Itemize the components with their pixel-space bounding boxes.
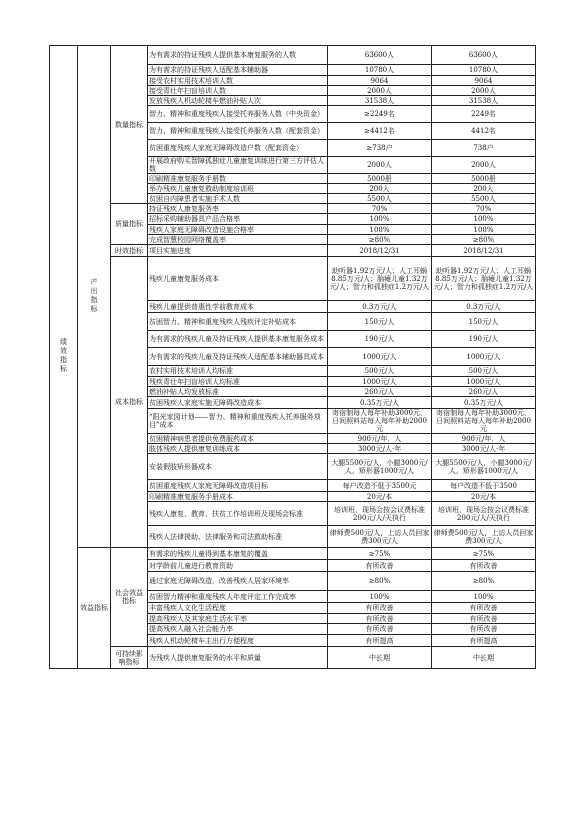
table-row bbox=[50, 245, 536, 257]
benefit-indicator-header bbox=[78, 548, 111, 669]
timeliness-category-label: 时效指标 bbox=[115, 246, 143, 255]
target-value: 2000人 bbox=[328, 157, 432, 174]
actual-value: 有所改善 bbox=[432, 614, 536, 624]
indicator-name: 对学龄前儿童进行教育资助 bbox=[148, 560, 328, 572]
target-value: 3000元/人·年 bbox=[328, 444, 432, 454]
target-value: 0.35万元/人 bbox=[328, 397, 432, 409]
indicator-name: “阳光家园计划——智力、精神和重度残疾人托养服务项目”成本 bbox=[148, 409, 328, 434]
actual-value: 3000元/人·年 bbox=[432, 444, 536, 454]
target-value: 有所改善 bbox=[328, 624, 432, 635]
indicator-name: 残疾人法律援助、法律服务和司法救助标准 bbox=[148, 526, 328, 548]
actual-value: 1000元/人 bbox=[432, 377, 536, 387]
indicator-name: 残疾青壮年扫盲培训人均标准 bbox=[148, 377, 328, 387]
actual-value: 100% bbox=[432, 591, 536, 603]
target-value: 寄宿制每人每年补助3000元、日间照料站每人每年补助2000元 bbox=[328, 409, 432, 434]
target-value: 有所改善 bbox=[328, 614, 432, 624]
target-value: 有所改善 bbox=[328, 603, 432, 614]
target-value: 2018/12/31 bbox=[328, 245, 432, 257]
actual-value: 1000元/人 bbox=[432, 348, 536, 366]
indicator-name: 为有需求的残疾儿童及持证残疾人提供基本康复服务成本 bbox=[148, 331, 328, 348]
cost-category-label: 成本指标 bbox=[115, 398, 143, 406]
indicator-name: 肢体残疾人提供康复训练成本 bbox=[148, 444, 328, 454]
target-value: ≥80% bbox=[328, 572, 432, 591]
indicator-name: 印刷精准康复服务手册数 bbox=[148, 174, 328, 184]
sustain-category-label: 可持续影响指标 bbox=[115, 649, 143, 666]
actual-value: 有所改善 bbox=[432, 603, 536, 614]
actual-value: 0.35万元/人 bbox=[432, 397, 536, 409]
actual-value: 738户 bbox=[432, 140, 536, 157]
actual-value: 63600人 bbox=[432, 46, 536, 65]
actual-value: 寄宿制每人每年补助3000元、日间照料站每人每年补助2000元 bbox=[432, 409, 536, 434]
target-value: 1000元/人 bbox=[328, 377, 432, 387]
target-value: 培训班、现场会按会议费标准200元/人/天执行 bbox=[328, 502, 432, 526]
quantity-category bbox=[111, 46, 148, 204]
actual-value: 培训班、现场会按会议费标准200元/人/天执行 bbox=[432, 502, 536, 526]
actual-value: 0.3万元/人 bbox=[432, 301, 536, 313]
indicator-name: 接受青壮年扫盲培训人数 bbox=[148, 86, 328, 96]
indicator-name: 丰富残疾人文化生活程度 bbox=[148, 603, 328, 614]
actual-value: 4412名 bbox=[432, 123, 536, 140]
indicator-name: 智力、精神和重度残疾人接受托养服务人数（配套资金） bbox=[148, 123, 328, 140]
target-value: 中长期 bbox=[328, 647, 432, 669]
target-value: 10780人 bbox=[328, 65, 432, 76]
target-value: 有所改善 bbox=[328, 560, 432, 572]
indicator-name: 有需求的残疾儿童得到基本康复的覆盖 bbox=[148, 548, 328, 560]
indicator-name: 印刷精准康复服务手册成本 bbox=[148, 492, 328, 502]
indicator-name: 农村实用技术培训人均标准 bbox=[148, 366, 328, 377]
output-indicator-label: 产出指标 bbox=[90, 277, 98, 314]
target-value: 2000人 bbox=[328, 86, 432, 96]
actual-value: 5500人 bbox=[432, 194, 536, 204]
indicator-name: 残疾人康复、教育、扶贫工作培训班及现场会标准 bbox=[148, 502, 328, 526]
table-row bbox=[50, 204, 536, 214]
actual-value: 5000册 bbox=[432, 174, 536, 184]
indicator-name: 招标采购辅助器具产品合格率 bbox=[148, 214, 328, 225]
table-row bbox=[50, 548, 536, 560]
actual-value: ≥75% bbox=[432, 548, 536, 560]
indicator-name: 智力、精神和重度残疾人接受托养服务人数（中央资金） bbox=[148, 106, 328, 123]
actual-value: 2000人 bbox=[432, 86, 536, 96]
target-value: 260元/人 bbox=[328, 387, 432, 397]
indicator-name: 贫困重度残疾人家庭无障碍改造户数（配套资金） bbox=[148, 140, 328, 157]
indicator-name: 发放残疾人机动轮椅车燃油补贴人次 bbox=[148, 96, 328, 106]
actual-value: 2249名 bbox=[432, 106, 536, 123]
table-row bbox=[50, 647, 536, 669]
target-value: 63600人 bbox=[328, 46, 432, 65]
indicator-name: 开展政府购买智障孤独症儿童康复训练进行第三方评估人数 bbox=[148, 157, 328, 174]
actual-value: 260元/人 bbox=[432, 387, 536, 397]
target-value: 900元/年．人 bbox=[328, 434, 432, 444]
indicator-name: 提高残疾人融入社会能力率 bbox=[148, 624, 328, 635]
actual-value: ≥80% bbox=[432, 235, 536, 245]
actual-value: 150元/人 bbox=[432, 313, 536, 331]
perf-indicator-label: 绩效指标 bbox=[59, 338, 68, 374]
target-value: 助听器1.92万元/人；人工耳蜗8.85万元/人；脑瘫儿童1.32万元/人；智力和孤独症1.2万元/人 bbox=[328, 257, 432, 301]
target-value: 1000元/人 bbox=[328, 348, 432, 366]
target-value: ≥80% bbox=[328, 235, 432, 245]
indicator-name: 残疾儿童康复服务成本 bbox=[148, 257, 328, 301]
target-value: 100% bbox=[328, 225, 432, 235]
target-value: 150元/人 bbox=[328, 313, 432, 331]
indicator-name: 燃油补贴人均发放标准 bbox=[148, 387, 328, 397]
quality-category bbox=[111, 204, 148, 245]
indicator-name: 残疾人家庭无障碍改造设施合格率 bbox=[148, 225, 328, 235]
indicator-name: 贫困自内障患者实施手术人数 bbox=[148, 194, 328, 204]
table-row bbox=[50, 257, 536, 301]
indicator-name: 残疾人机动轮椅车主出行方便程度 bbox=[148, 635, 328, 647]
indicator-name: 为残疾人提供康复服务的水平和质量 bbox=[148, 647, 328, 669]
quantity-category-label: 数量指标 bbox=[115, 120, 143, 129]
target-value: 5000册 bbox=[328, 174, 432, 184]
performance-indicator-table bbox=[49, 45, 536, 669]
actual-value: 大腿5500元/人，小腿3000元/人，矫形器1000元/人 bbox=[432, 454, 536, 480]
perf-indicator-header bbox=[50, 46, 78, 669]
actual-value: 中长期 bbox=[432, 647, 536, 669]
actual-value: 2018/12/31 bbox=[432, 245, 536, 257]
actual-value: 9064 bbox=[432, 76, 536, 86]
target-value: ≥2249名 bbox=[328, 106, 432, 123]
target-value: 500元/人 bbox=[328, 366, 432, 377]
indicator-name: 完成智慧校园网络覆盖率 bbox=[148, 235, 328, 245]
indicator-name: 残疾儿童提供普惠性学前教育成本 bbox=[148, 301, 328, 313]
target-value: 大腿5500元/人，小腿3000元/人，矫形器1000元/人 bbox=[328, 454, 432, 480]
target-value: 70% bbox=[328, 204, 432, 214]
indicator-name: 为有需求的持证残疾人适配基本辅助器 bbox=[148, 65, 328, 76]
benefit-indicator-label: 效益指标 bbox=[80, 604, 108, 612]
indicator-name: 提高残疾人及其家庭生活水平率 bbox=[148, 614, 328, 624]
actual-value: 每户改造不低于3500 bbox=[432, 480, 536, 492]
actual-value: 31538人 bbox=[432, 96, 536, 106]
target-value: 有所提高 bbox=[328, 635, 432, 647]
actual-value: ≥80% bbox=[432, 572, 536, 591]
actual-value: 10780人 bbox=[432, 65, 536, 76]
actual-value: 200人 bbox=[432, 184, 536, 194]
actual-value: 有所改善 bbox=[432, 624, 536, 635]
indicator-name: 持证残疾人康复服务率 bbox=[148, 204, 328, 214]
actual-value: 190元/人 bbox=[432, 331, 536, 348]
indicator-name: 贫困智力精神和重度残疾人年度评定工作完成率 bbox=[148, 591, 328, 603]
target-value: 律师费500元/人，上访人员回家费300元/人 bbox=[328, 526, 432, 548]
indicator-name: 贫困精神病患者提供免费服药成本 bbox=[148, 434, 328, 444]
target-value: 20元/本 bbox=[328, 492, 432, 502]
target-value: 100% bbox=[328, 214, 432, 225]
actual-value: 900元/年．人 bbox=[432, 434, 536, 444]
indicator-name: 举办残疾儿童康复救助制度培训班 bbox=[148, 184, 328, 194]
actual-value: 助听器1.92万元/人；人工耳蜗8.85万元/人；脑瘫儿童1.32万元/人；智力和孤独症1.2万元/人 bbox=[432, 257, 536, 301]
target-value: 190元/人 bbox=[328, 331, 432, 348]
actual-value: 100% bbox=[432, 214, 536, 225]
indicator-name: 项目实施进度 bbox=[148, 245, 328, 257]
target-value: ≥75% bbox=[328, 548, 432, 560]
timeliness-category bbox=[111, 245, 148, 257]
target-value: 200人 bbox=[328, 184, 432, 194]
cost-category bbox=[111, 257, 148, 548]
actual-value: 70% bbox=[432, 204, 536, 214]
target-value: 31538人 bbox=[328, 96, 432, 106]
target-value: ≥738户 bbox=[328, 140, 432, 157]
target-value: ≥4412名 bbox=[328, 123, 432, 140]
actual-value: 20元/本 bbox=[432, 492, 536, 502]
target-value: 100% bbox=[328, 591, 432, 603]
target-value: 5500人 bbox=[328, 194, 432, 204]
actual-value: 500元/人 bbox=[432, 366, 536, 377]
indicator-name: 贫困残疾人家庭实施无障碍改造成本 bbox=[148, 397, 328, 409]
output-indicator-header bbox=[78, 46, 111, 548]
indicator-name: 通过家庭无障碍改造，改善残疾人居家环境率 bbox=[148, 572, 328, 591]
actual-value: 有所改善 bbox=[432, 560, 536, 572]
actual-value: 有所提高 bbox=[432, 635, 536, 647]
sustain-category bbox=[111, 647, 148, 669]
actual-value: 律师费500元/人，上访人员回家费300元/人 bbox=[432, 526, 536, 548]
table-row bbox=[50, 46, 536, 65]
target-value: 9064 bbox=[328, 76, 432, 86]
indicator-name: 安装假肢矫形器成本 bbox=[148, 454, 328, 480]
quality-category-label: 质量指标 bbox=[115, 220, 143, 228]
indicator-name: 为有需求的残疾儿童及持证残疾人适配基本辅助器具成本 bbox=[148, 348, 328, 366]
social-category bbox=[111, 548, 148, 647]
indicator-name: 为有需求的持证残疾人提供基本康复服务的人数 bbox=[148, 46, 328, 65]
target-value: 每户改造不低于3500元 bbox=[328, 480, 432, 492]
indicator-name: 接受农村实用技术培训人数 bbox=[148, 76, 328, 86]
actual-value: 100% bbox=[432, 225, 536, 235]
indicator-name: 贫困智力、精神和重度残疾人残疾评定补贴成本 bbox=[148, 313, 328, 331]
indicator-name: 贫困重度残疾人家庭无障碍改造项目标 bbox=[148, 480, 328, 492]
social-category-label: 社会效益指标 bbox=[115, 589, 143, 605]
actual-value: 2000人 bbox=[432, 157, 536, 174]
target-value: 0.3万元/人 bbox=[328, 301, 432, 313]
